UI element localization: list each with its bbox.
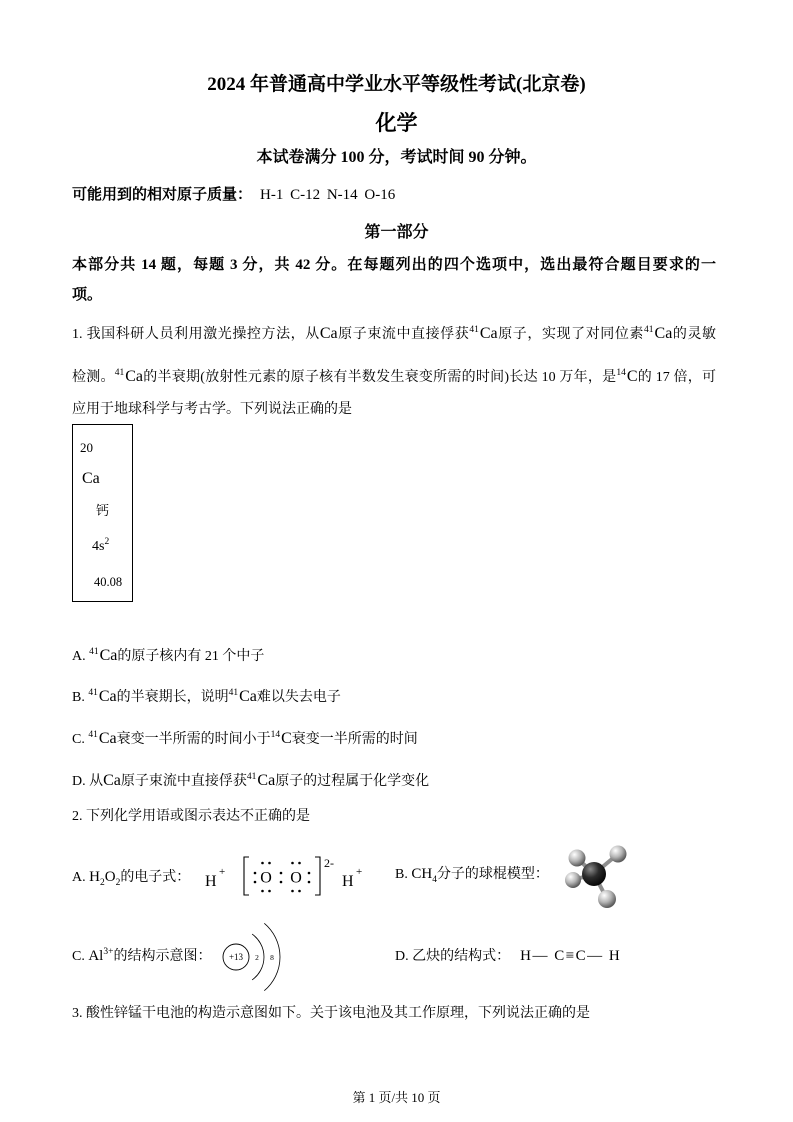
q2-option-a[interactable] — [72, 868, 190, 888]
structural-formula: H— C≡C— H — [520, 948, 622, 964]
element-symbol: Ca — [82, 470, 100, 487]
atomic-mass-values: H-1 C-12 N-14 O-16 — [260, 187, 396, 203]
ion-charge: 3+ — [103, 947, 114, 957]
hydrogen-ball — [569, 850, 586, 867]
mass-number: 41 — [228, 688, 239, 698]
carbon-ball — [582, 862, 606, 886]
exam-info: 本试卷满分 100 分，考试时间 90 分钟。 — [256, 149, 537, 166]
nuclear-charge: +13 — [228, 952, 244, 962]
element-symbol: Ca — [319, 325, 338, 342]
option-text: 分子的球棍模型： — [436, 867, 549, 882]
q2-option-b[interactable] — [395, 865, 549, 885]
option-text: A. — [72, 649, 90, 664]
electron-dot — [280, 872, 283, 875]
option-text: 衰变一半所需的时间 — [291, 732, 418, 747]
option-text: D. 乙炔的结构式： — [395, 949, 511, 964]
shell-electron-count: 8 — [270, 953, 274, 962]
q1-stem-line-2 — [72, 368, 716, 388]
stem-text: 原子束流中直接俘获 — [337, 327, 470, 342]
electron-dot — [298, 862, 301, 865]
mass-number: 41 — [88, 688, 98, 698]
option-text: B. — [72, 690, 89, 705]
electron-dot — [268, 862, 271, 865]
hydrogen-charge: + — [219, 866, 226, 878]
page-number: 第 1 页/共 10 页 — [352, 1090, 441, 1105]
electron-dot — [308, 872, 311, 875]
shell-electron-count: 2 — [255, 953, 259, 962]
formula-atom: O — [104, 869, 116, 885]
element-symbol: Ca — [654, 325, 673, 342]
electron-dot — [261, 890, 264, 893]
hydrogen-symbol: H — [342, 873, 354, 890]
q1-option-a[interactable] — [72, 647, 264, 667]
relative-atomic-mass: 40.08 — [94, 575, 123, 589]
config-electron-count: 2 — [104, 537, 110, 547]
mass-number: 14 — [616, 368, 626, 378]
hydrogen-symbol: H — [205, 873, 217, 890]
element-name: 钙 — [96, 503, 110, 518]
electron-dot — [291, 890, 294, 893]
formula-subscript: 2 — [99, 878, 105, 888]
ch4-ball-and-stick-model — [560, 842, 630, 912]
subject-title: 化学 — [375, 111, 418, 135]
q1-option-b[interactable] — [72, 688, 341, 708]
element-symbol: C — [626, 368, 638, 385]
stem-text: 的灵敏 — [672, 327, 717, 342]
option-text: C. — [72, 949, 89, 964]
formula-subscript: 2 — [115, 878, 121, 888]
q1-stem-line-3: 应用于地球科学与考古学。下列说法正确的是 — [72, 402, 352, 417]
electron-dot — [280, 881, 283, 884]
mass-number: 41 — [89, 647, 99, 657]
mass-number: 41 — [644, 325, 654, 335]
electron-dot — [298, 890, 301, 893]
formula-subscript: 4 — [432, 875, 437, 885]
option-text: 的结构示意图： — [113, 949, 212, 964]
q3-stem: 3. 酸性锌锰干电池的构造示意图如下。关于该电池及其工作原理，下列说法正确的是 — [72, 1006, 590, 1021]
mass-number: 41 — [88, 730, 98, 740]
option-text: 原子束流中直接俘获 — [120, 774, 247, 789]
oxygen-symbol: O — [260, 869, 272, 887]
mass-number: 41 — [469, 325, 479, 335]
element-symbol: Ca — [99, 647, 118, 664]
ion-symbol: Al — [88, 948, 104, 964]
formula-atoms: CH — [411, 866, 433, 882]
part-title: 第一部分 — [364, 224, 429, 241]
option-text: 的半衰期长，说明 — [116, 690, 229, 705]
q2-option-d[interactable] — [395, 947, 621, 966]
option-text: A. — [72, 870, 90, 885]
element-symbol: Ca — [239, 688, 257, 705]
electron-dot — [291, 862, 294, 865]
stem-text: 1. 我国科研人员利用激光操控方法，从 — [72, 327, 320, 342]
hydrogen-ball — [598, 890, 616, 908]
option-text: 难以失去电子 — [256, 690, 341, 705]
element-symbol: Ca — [479, 325, 498, 342]
element-symbol: Ca — [103, 772, 121, 789]
electron-dot — [308, 881, 311, 884]
formula-atom: H — [89, 869, 100, 885]
option-text: 原子的过程属于化学变化 — [275, 774, 430, 789]
left-bracket — [244, 857, 249, 895]
element-symbol: Ca — [98, 730, 117, 747]
al3-ion-structure-diagram — [215, 918, 287, 994]
hydrogen-ball — [610, 846, 627, 863]
option-text: D. 从 — [72, 774, 104, 789]
element-symbol: Ca — [257, 772, 276, 789]
mass-number: 41 — [246, 772, 257, 782]
right-bracket — [315, 857, 320, 895]
h2o2-electron-formula — [200, 850, 375, 900]
option-text: 的电子式： — [120, 870, 191, 885]
option-text: B. — [395, 867, 412, 882]
mass-number: 41 — [114, 368, 125, 378]
element-card-calcium — [72, 424, 133, 602]
stem-text: 检测。 — [72, 370, 115, 385]
q1-stem-line-1 — [72, 325, 716, 345]
stem-text: 的 17 倍，可 — [637, 370, 717, 385]
atomic-mass-label: 可能用到的相对原子质量： — [72, 187, 253, 203]
hydrogen-ball — [565, 872, 581, 888]
atomic-mass-line — [72, 185, 395, 205]
q2-option-c[interactable] — [72, 947, 211, 967]
part-instructions-line-2: 项。 — [72, 287, 103, 303]
exam-title: 2024 年普通高中学业水平等级性考试(北京卷) — [207, 74, 586, 95]
atomic-number: 20 — [80, 440, 93, 455]
oxygen-symbol: O — [290, 869, 302, 887]
option-text: 的原子核内有 21 个中子 — [117, 649, 265, 664]
option-text: C. — [72, 732, 89, 747]
element-symbol: Ca — [125, 368, 144, 385]
ion-charge: 2- — [324, 856, 334, 870]
part-instructions-line-1: 本部分共 14 题，每题 3 分，共 42 分。在每题列出的四个选项中，选出最符合题目要求的一 — [72, 257, 716, 273]
q1-option-d[interactable] — [72, 772, 429, 792]
electron-dot — [254, 872, 257, 875]
electron-dot — [261, 862, 264, 865]
option-text: 衰变一半所需的时间小于 — [116, 732, 271, 747]
q2-stem: 2. 下列化学用语或图示表达不正确的是 — [72, 809, 310, 824]
stem-text: 原子，实现了对同位素 — [497, 327, 645, 342]
electron-dot — [268, 890, 271, 893]
mass-number: 14 — [270, 730, 281, 740]
element-symbol: C — [281, 730, 292, 747]
valence-electron-config — [92, 539, 109, 556]
stem-text: 的半衰期(放射性元素的原子核有半数发生衰变所需的时间)长达 10 万年，是 — [143, 370, 617, 385]
hydrogen-charge: + — [356, 866, 363, 878]
config-orbital: 4s — [92, 539, 105, 554]
element-symbol: Ca — [98, 688, 117, 705]
electron-dot — [254, 881, 257, 884]
q1-option-c[interactable] — [72, 730, 418, 750]
